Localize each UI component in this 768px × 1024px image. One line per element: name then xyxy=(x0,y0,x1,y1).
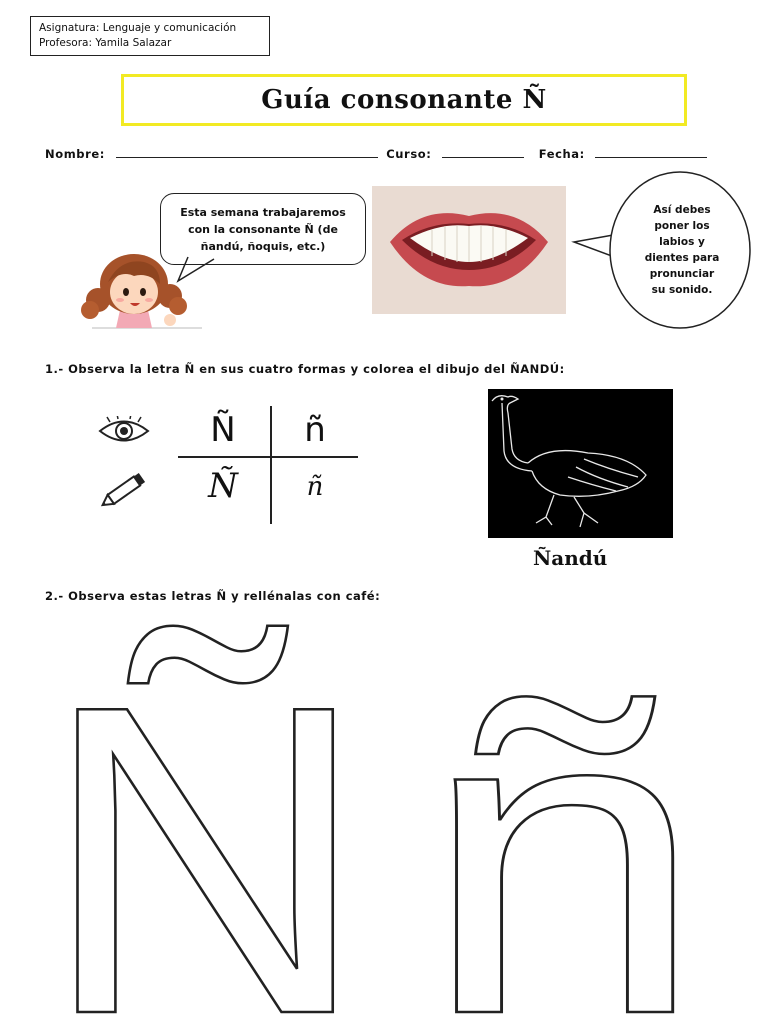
name-field[interactable] xyxy=(116,145,378,158)
outline-upper-n: Ñ xyxy=(40,620,370,1020)
speech-line: Esta semana trabajaremos xyxy=(180,206,346,219)
subject-label: Asignatura: Lenguaje y comunicación xyxy=(39,22,237,34)
grid-horizontal-line xyxy=(178,456,358,458)
girl-speech-bubble xyxy=(160,193,366,265)
speech-line: con la consonante Ñ (de xyxy=(188,223,338,236)
speech-line: labios y xyxy=(659,236,705,248)
speech-line: ñandú, ñoquis, etc.) xyxy=(200,240,326,253)
question-1: 1.- Observa la letra Ñ en sus cuatro formas y colorea el dibujo del ÑANDÚ: xyxy=(45,362,565,376)
title-box xyxy=(121,74,687,126)
student-form-line xyxy=(45,145,725,161)
question-2: 2.- Observa estas letras Ñ y rellénalas con café: xyxy=(45,589,381,603)
course-label: Curso: xyxy=(386,147,432,161)
mouth-speech-bubble xyxy=(617,170,747,330)
lower-print-letter: ñ xyxy=(304,410,326,450)
date-field[interactable] xyxy=(595,145,707,158)
speech-line: pronunciar xyxy=(649,268,715,280)
nandu-label: Ñandú xyxy=(533,546,608,570)
mouth-photo xyxy=(372,186,566,314)
outline-lower-n: ñ xyxy=(420,620,705,1020)
speech-line: su sonido. xyxy=(651,284,713,296)
upper-print-letter: Ñ xyxy=(210,410,236,450)
lower-script-letter: ñ xyxy=(306,472,324,502)
speech-line: dientes para xyxy=(644,252,720,264)
subject-info-box xyxy=(30,16,270,56)
teacher-label: Profesora: Yamila Salazar xyxy=(39,37,172,49)
date-label: Fecha: xyxy=(538,147,585,161)
course-field[interactable] xyxy=(442,145,524,158)
nandu-coloring-picture xyxy=(488,389,673,538)
speech-line: Así debes xyxy=(653,204,711,216)
pencil-icon xyxy=(100,470,150,510)
letter-forms-grid xyxy=(178,406,358,524)
name-label: Nombre: xyxy=(45,147,106,161)
page-title: Guía consonante Ñ xyxy=(261,85,547,115)
speech-line: poner los xyxy=(654,220,710,232)
upper-script-letter: Ñ xyxy=(208,466,238,506)
eye-icon xyxy=(98,416,150,446)
outline-letters xyxy=(0,620,768,1020)
